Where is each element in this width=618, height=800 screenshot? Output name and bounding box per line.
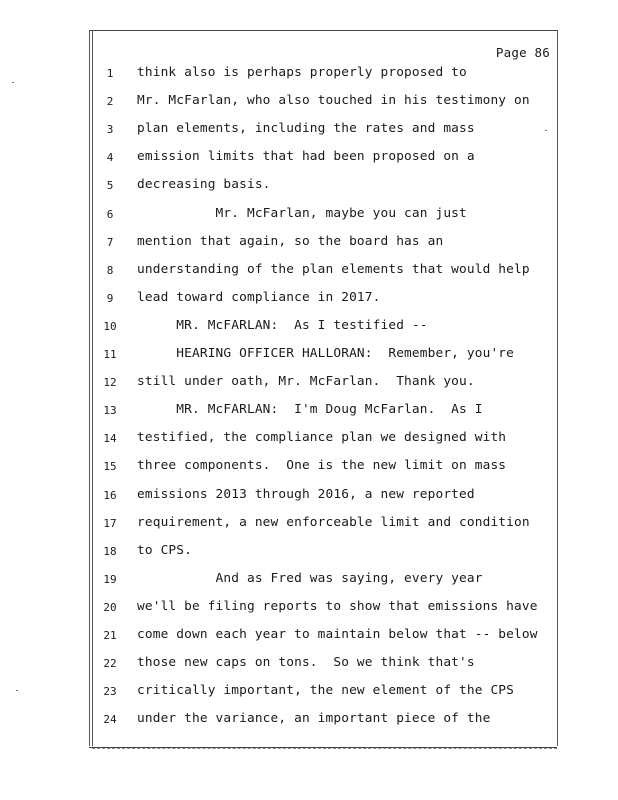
line-number: 11 (103, 348, 117, 361)
line-number: 19 (103, 572, 117, 586)
line-text: Mr. McFarlan, maybe you can just (137, 205, 467, 221)
line-number: 22 (103, 657, 117, 671)
line-number: 5 (106, 179, 114, 193)
line-text: those new caps on tons. So we think that's (137, 655, 475, 671)
transcript-line (0, 92, 618, 112)
line-number: 4 (106, 151, 114, 165)
line-number: 9 (106, 291, 114, 305)
transcript-line (0, 457, 618, 477)
transcript-line (0, 233, 618, 253)
line-text: requirement, a new enforceable limit and condition (137, 514, 530, 530)
transcript-line (0, 373, 618, 393)
line-text: MR. McFARLAN: I'm Doug McFarlan. As I (137, 402, 483, 418)
transcript-line (0, 401, 618, 421)
line-number: 24 (103, 713, 117, 727)
page-number: Page 86 (495, 45, 550, 60)
line-text: mention that again, so the board has an (137, 233, 444, 249)
line-number: 15 (103, 460, 117, 474)
line-text: plan elements, including the rates and mass (137, 121, 475, 137)
transcript-line (0, 289, 618, 309)
line-number: 12 (103, 376, 117, 390)
transcript-line (0, 176, 618, 196)
line-text: to CPS. (137, 542, 192, 558)
line-text: still under oath, Mr. McFarlan. Thank you. (137, 374, 475, 390)
line-text: we'll be filing reports to show that emissions have (137, 598, 538, 614)
line-number: 23 (103, 685, 117, 699)
line-number: 21 (103, 629, 117, 642)
transcript-line (0, 205, 618, 225)
line-text: come down each year to maintain below that -- below (137, 627, 538, 642)
transcript-line (0, 345, 618, 365)
transcript-line (0, 654, 618, 674)
transcript-line (0, 570, 618, 590)
line-number: 16 (103, 488, 117, 502)
transcript-line (0, 317, 618, 337)
scan-speck (12, 82, 14, 83)
line-number: 18 (103, 544, 117, 558)
transcript-line (0, 598, 618, 618)
scan-noise-line (92, 748, 557, 751)
transcript-line (0, 682, 618, 702)
line-number: 6 (106, 207, 114, 221)
transcript-line (0, 486, 618, 506)
line-text: think also is perhaps properly proposed to (137, 65, 467, 80)
line-text: emissions 2013 through 2016, a new reported (137, 486, 475, 502)
line-number: 1 (106, 67, 114, 80)
line-number: 14 (103, 432, 117, 446)
transcript-line (0, 64, 618, 84)
line-text: lead toward compliance in 2017. (137, 289, 381, 305)
transcript-line (0, 514, 618, 534)
line-text: testified, the compliance plan we designed with (137, 430, 507, 446)
transcript-line (0, 710, 618, 730)
line-text: emission limits that had been proposed on a (137, 149, 475, 165)
line-number: 7 (106, 235, 114, 249)
line-text: understanding of the plan elements that would help (137, 261, 530, 277)
line-text: HEARING OFFICER HALLORAN: Remember, you're (137, 346, 515, 361)
line-number: 13 (103, 404, 117, 418)
line-text: And as Fred was saying, every year (137, 570, 483, 586)
line-text: three components. One is the new limit on mass (137, 458, 507, 474)
transcript-line (0, 120, 618, 140)
line-text: MR. McFARLAN: As I testified -- (137, 317, 428, 333)
transcript-line (0, 542, 618, 562)
line-number: 2 (106, 95, 114, 109)
transcript-line (0, 626, 618, 646)
line-text: under the variance, an important piece of the (137, 711, 491, 727)
transcript-line (0, 261, 618, 281)
scan-speck (16, 690, 18, 691)
line-text: Mr. McFarlan, who also touched in his testimony on (137, 93, 530, 109)
scan-speck (545, 130, 547, 131)
line-number: 20 (103, 600, 117, 614)
line-number: 3 (106, 123, 114, 137)
transcript-line (0, 429, 618, 449)
line-text: decreasing basis. (137, 177, 271, 193)
line-number: 17 (103, 516, 117, 530)
line-number: 8 (106, 263, 114, 277)
line-text: critically important, the new element of the CPS (137, 683, 515, 699)
transcript-line (0, 148, 618, 168)
line-number: 10 (103, 319, 117, 333)
